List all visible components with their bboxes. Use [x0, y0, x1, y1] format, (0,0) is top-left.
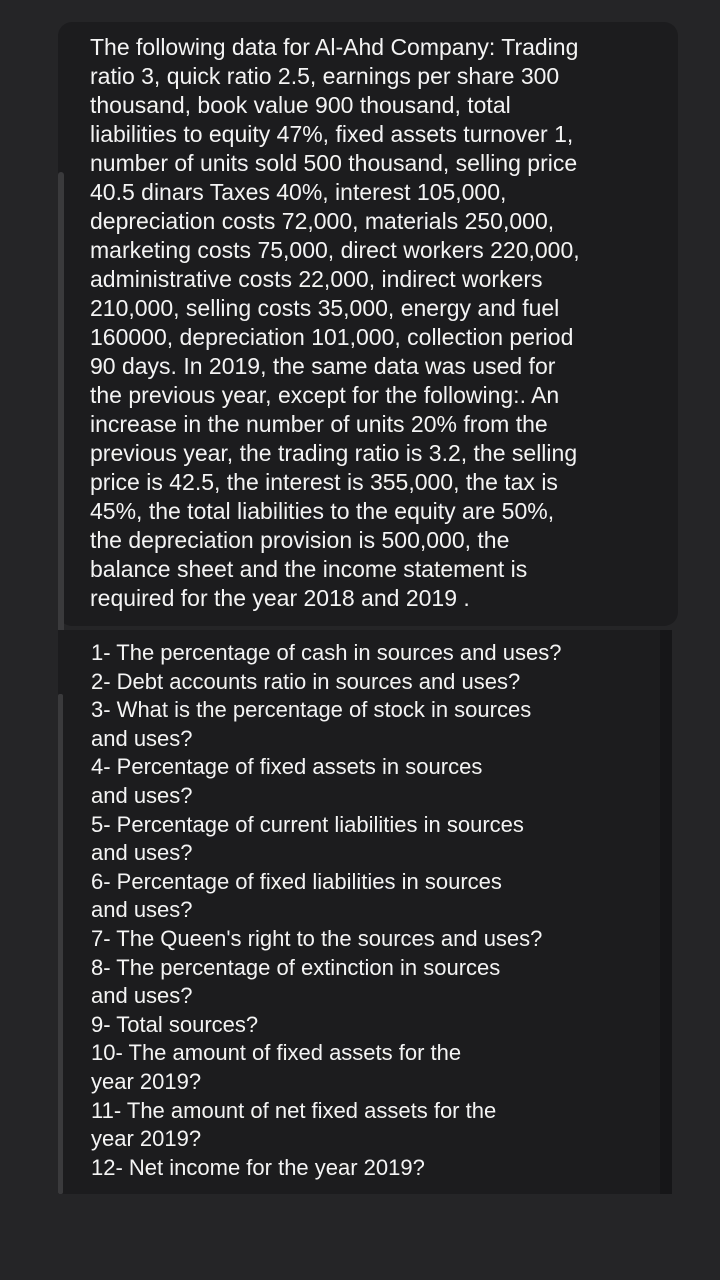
card-shadow-strip	[660, 630, 672, 1194]
question-item: 6- Percentage of fixed liabilities in sources and uses?	[91, 868, 502, 923]
question-item: 8- The percentage of extinction in sources and uses?	[91, 954, 501, 1009]
question-item: 10- The amount of fixed assets for the year 2019?	[91, 1040, 462, 1094]
problem-statement: The following data for Al-Ahd Company: Trading ratio 3, quick ratio 2.5, earnings per share 300 thousand, book value 900 thousand, total liabilities to equity 47%, fixed assets turnover 1, number of units sold 500 thousand, selling price 40.5 dinars Taxes 40%, interest 105,000, depreciation costs 72,000, materials 250,000, marketing costs 75,000, direct workers 220,000, administrative costs 22,000, indirect workers 210,000, selling costs 35,000, energy and fuel 160000, depreciation 101,000, collection period 90 days. In 2019, the same data was used for the previous year, except for the following:. An increase in the number of units 20% from the previous year, the trading ratio is 3.2, the selling price is 42.5, the interest is 355,000, the tax is 45%, the total liabilities to the equity are 50%, the depreciation provision is 500,000, the balance sheet and the income statement is required for the year 2018 and 2019 .	[90, 34, 580, 611]
card-edge-divider	[58, 172, 64, 646]
question-item: 7- The Queen's right to the sources and uses?	[91, 925, 543, 951]
question-item: 12- Net income for the year 2019?	[91, 1154, 425, 1180]
card-edge-divider	[58, 694, 63, 1194]
question-item: 3- What is the percentage of stock in sources and uses?	[91, 697, 532, 751]
question-item: 2- Debt accounts ratio in sources and uses?	[91, 668, 521, 694]
question-list	[91, 639, 651, 1182]
question-item: 1- The percentage of cash in sources and uses?	[91, 640, 562, 665]
question-item: 9- Total sources?	[91, 1011, 259, 1037]
question-item: 4- Percentage of fixed assets in sources and uses?	[91, 754, 483, 808]
question-item: 5- Percentage of current liabilities in sources and uses?	[91, 811, 524, 866]
question-item: 11- The amount of net fixed assets for the year 2019?	[91, 1097, 497, 1152]
